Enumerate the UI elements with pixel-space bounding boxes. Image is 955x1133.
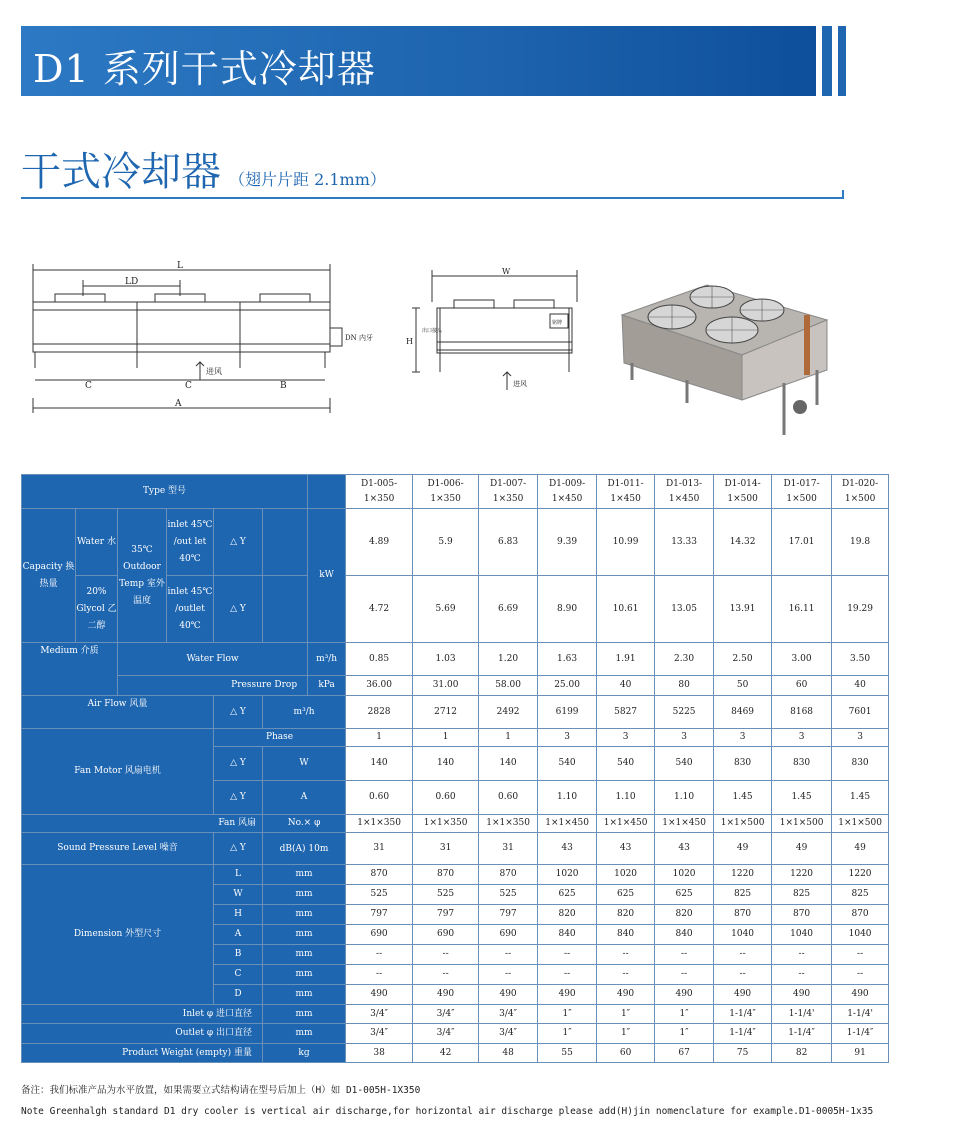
dimension-value: 870 [714, 905, 772, 925]
pressure-drop-value: 40 [832, 676, 889, 696]
dimension-value: -- [832, 965, 889, 985]
dimension-value: 825 [772, 885, 832, 905]
glycol-capacity-value: 10.61 [597, 576, 655, 643]
banner-stripe [822, 26, 832, 96]
outlet-value: 1″ [597, 1024, 655, 1044]
outlet-value: 1″ [655, 1024, 714, 1044]
outlet-value: 3/4″ [413, 1024, 479, 1044]
dimension-value: 490 [832, 985, 889, 1005]
outlet-unit: mm [263, 1024, 346, 1044]
water-capacity-value: 9.39 [538, 509, 597, 576]
air-flow-value: 6199 [538, 696, 597, 729]
dimension-value: 690 [479, 925, 538, 945]
water-flow-value: 1.20 [479, 643, 538, 676]
dimension-value: 490 [597, 985, 655, 1005]
dimension-value: 820 [655, 905, 714, 925]
dimension-value: 490 [655, 985, 714, 1005]
dimension-value: -- [479, 945, 538, 965]
fan-value: 1×1×350 [346, 815, 413, 833]
dimension-value: -- [772, 945, 832, 965]
water-capacity-value: 13.33 [655, 509, 714, 576]
dimension-value: -- [597, 945, 655, 965]
air-flow-value: 7601 [832, 696, 889, 729]
water-capacity-value: 10.99 [597, 509, 655, 576]
dimension-value: -- [714, 945, 772, 965]
inlet-unit: mm [263, 1005, 346, 1024]
inlet-value: 3/4″ [346, 1005, 413, 1024]
air-flow-value: 8168 [772, 696, 832, 729]
dimension-value: 525 [479, 885, 538, 905]
pressure-drop-value: 60 [772, 676, 832, 696]
pressure-drop-value: 25.00 [538, 676, 597, 696]
capacity-spacer [263, 576, 308, 643]
dimension-value: -- [832, 945, 889, 965]
air-flow-value: 8469 [714, 696, 772, 729]
phase-value: 3 [832, 729, 889, 747]
dimension-value: 1040 [772, 925, 832, 945]
capacity-label: Capacity 换热量 [22, 509, 76, 643]
inlet-value: 1-1/4' [772, 1005, 832, 1024]
dimension-value: -- [346, 945, 413, 965]
dimension-value: 625 [597, 885, 655, 905]
fan-value: 1×1×500 [832, 815, 889, 833]
section-heading [21, 140, 386, 197]
water-flow-value: 2.50 [714, 643, 772, 676]
dimension-value: 625 [538, 885, 597, 905]
dimension-value: 840 [655, 925, 714, 945]
water-capacity-value: 17.01 [772, 509, 832, 576]
dimension-value: 1220 [772, 865, 832, 885]
model-cell: D1-020- 1×500 [832, 475, 889, 509]
air-flow-delta: △ Y [214, 696, 263, 729]
weight-unit: kg [263, 1044, 346, 1063]
page-title: D1 系列干式冷却器 [33, 47, 376, 91]
nameplate-label: 铭牌 [552, 320, 563, 326]
capacity-unit: kW [308, 509, 346, 643]
outdoor-temp-label: 35℃ Outdoor Temp 室外温度 [118, 509, 167, 643]
dimension-unit: mm [263, 885, 346, 905]
fan-motor-label: Fan Motor 风扇电机 [22, 729, 214, 815]
dim-label-A: A [175, 399, 182, 409]
glycol-capacity-value: 13.05 [655, 576, 714, 643]
dim-label-B: B [280, 381, 287, 391]
delta-y-label: △ Y [214, 509, 263, 576]
dimension-key: W [214, 885, 263, 905]
motor-current-value: 0.60 [479, 781, 538, 815]
motor-current-value: 0.60 [346, 781, 413, 815]
motor-current-value: 1.45 [832, 781, 889, 815]
inlet-value: 1″ [597, 1005, 655, 1024]
sound-value: 49 [772, 833, 832, 865]
fan-value: 1×1×450 [597, 815, 655, 833]
sound-value: 43 [597, 833, 655, 865]
phase-value: 1 [479, 729, 538, 747]
water-flow-value: 2.30 [655, 643, 714, 676]
glycol-capacity-value: 8.90 [538, 576, 597, 643]
outlet-value: 1-1/4″ [772, 1024, 832, 1044]
water-flow-value: 1.63 [538, 643, 597, 676]
pressure-drop-value: 50 [714, 676, 772, 696]
model-cell: D1-006- 1×350 [413, 475, 479, 509]
dimension-value: 490 [479, 985, 538, 1005]
dimension-value: 525 [346, 885, 413, 905]
banner-stripe [838, 26, 846, 96]
fan-motor-delta: △ Y [214, 781, 263, 815]
inlet-value: 3/4″ [413, 1005, 479, 1024]
air-flow-value: 5827 [597, 696, 655, 729]
motor-power-value: 540 [597, 747, 655, 781]
dimension-unit: mm [263, 945, 346, 965]
outlet-value: 1″ [538, 1024, 597, 1044]
dimension-value: -- [772, 965, 832, 985]
air-flow-unit: m³/h [263, 696, 346, 729]
fan-value: 1×1×350 [479, 815, 538, 833]
type-header-unit [308, 475, 346, 509]
dimension-unit: mm [263, 905, 346, 925]
pressure-drop-unit: kPa [308, 676, 346, 696]
outlet-fitting-label: 出口接头 [422, 328, 443, 334]
dimension-value: 797 [479, 905, 538, 925]
header-banner [21, 26, 816, 96]
dim-label-H: H [406, 337, 413, 346]
dimension-value: 1020 [655, 865, 714, 885]
phase-value: 3 [538, 729, 597, 747]
dimension-value: 870 [413, 865, 479, 885]
sound-value: 31 [479, 833, 538, 865]
dimension-value: 870 [772, 905, 832, 925]
sound-unit: dB(A) 10m [263, 833, 346, 865]
model-cell: D1-017- 1×500 [772, 475, 832, 509]
model-cell: D1-009- 1×450 [538, 475, 597, 509]
weight-value: 75 [714, 1044, 772, 1063]
glycol-capacity-value: 13.91 [714, 576, 772, 643]
dim-label-C2: C [185, 381, 192, 391]
dimension-value: 870 [832, 905, 889, 925]
dimension-unit: mm [263, 985, 346, 1005]
dimension-value: 1020 [597, 865, 655, 885]
pressure-drop-value: 36.00 [346, 676, 413, 696]
glycol-condition-label: inlet 45℃ /outlet 40℃ [167, 576, 214, 643]
motor-current-value: 1.45 [772, 781, 832, 815]
dimension-value: 625 [655, 885, 714, 905]
water-condition-label: inlet 45℃ /out let 40℃ [167, 509, 214, 576]
motor-power-value: 830 [772, 747, 832, 781]
front-view-drawing [25, 258, 373, 418]
phase-value: 1 [346, 729, 413, 747]
water-flow-value: 3.00 [772, 643, 832, 676]
pressure-drop-label: Pressure Drop [118, 676, 308, 696]
air-flow-value: 2712 [413, 696, 479, 729]
outlet-value: 3/4″ [479, 1024, 538, 1044]
dimension-value: -- [413, 965, 479, 985]
water-capacity-value: 14.32 [714, 509, 772, 576]
dimension-value: -- [538, 945, 597, 965]
air-flow-value: 5225 [655, 696, 714, 729]
glycol-label: 20% Glycol 乙二醇 [76, 576, 118, 643]
dimension-unit: mm [263, 925, 346, 945]
weight-value: 55 [538, 1044, 597, 1063]
dimension-value: 870 [346, 865, 413, 885]
dimension-value: 1020 [538, 865, 597, 885]
water-capacity-value: 5.9 [413, 509, 479, 576]
pressure-drop-value: 31.00 [413, 676, 479, 696]
sound-value: 43 [538, 833, 597, 865]
water-flow-unit: m³/h [308, 643, 346, 676]
weight-label: Product Weight (empty) 重量 [22, 1044, 263, 1063]
side-view-drawing [402, 262, 587, 397]
dimension-value: 1220 [832, 865, 889, 885]
model-cell: D1-007- 1×350 [479, 475, 538, 509]
capacity-spacer [263, 509, 308, 576]
inlet-label: Inlet φ 进口直径 [22, 1005, 263, 1024]
dimension-value: 797 [346, 905, 413, 925]
section-title: 干式冷却器 [21, 149, 221, 195]
fan-value: 1×1×500 [772, 815, 832, 833]
model-cell: D1-005- 1×350 [346, 475, 413, 509]
outlet-value: 3/4″ [346, 1024, 413, 1044]
dimension-value: 797 [413, 905, 479, 925]
dimension-value: -- [655, 945, 714, 965]
water-flow-value: 1.91 [597, 643, 655, 676]
dimension-unit: mm [263, 965, 346, 985]
weight-value: 48 [479, 1044, 538, 1063]
fan-unit: No.× φ [263, 815, 346, 833]
dimension-value: -- [597, 965, 655, 985]
inlet-value: 1-1/4″ [714, 1005, 772, 1024]
glycol-capacity-value: 16.11 [772, 576, 832, 643]
airflow-label: 进风 [206, 367, 222, 376]
dimension-value: 1220 [714, 865, 772, 885]
sound-value: 49 [832, 833, 889, 865]
dim-label-LD: LD [125, 277, 139, 287]
air-flow-value: 2828 [346, 696, 413, 729]
motor-current-value: 1.45 [714, 781, 772, 815]
dimension-key: L [214, 865, 263, 885]
notes [21, 1082, 873, 1127]
phase-label: Phase [214, 729, 346, 747]
dimension-label: Dimension 外型尺寸 [22, 865, 214, 1005]
dimension-key: B [214, 945, 263, 965]
pressure-drop-value: 58.00 [479, 676, 538, 696]
dimension-value: 490 [772, 985, 832, 1005]
phase-value: 3 [597, 729, 655, 747]
dim-label-W: W [502, 267, 511, 276]
fan-label: Fan 风扇 [22, 815, 263, 833]
phase-value: 3 [714, 729, 772, 747]
water-flow-value: 0.85 [346, 643, 413, 676]
dimension-value: -- [413, 945, 479, 965]
water-flow-label: Water Flow [118, 643, 308, 676]
dimension-value: 525 [413, 885, 479, 905]
current-unit: A [263, 781, 346, 815]
air-flow-value: 2492 [479, 696, 538, 729]
glycol-capacity-value: 19.29 [832, 576, 889, 643]
sound-label: Sound Pressure Level 噪音 [22, 833, 214, 865]
note-en: Note Greenhalgh standard D1 dry cooler is vertical air discharge,for horizontal air discharge please add(H)jin nomenclature for example.D1-0005H-1x35 [21, 1106, 874, 1117]
outlet-value: 1-1/4″ [714, 1024, 772, 1044]
water-capacity-value: 4.89 [346, 509, 413, 576]
phase-value: 3 [772, 729, 832, 747]
dimension-value: 825 [714, 885, 772, 905]
section-divider-end [842, 190, 844, 199]
section-subtitle: （翅片片距 2.1mm） [229, 170, 386, 189]
type-header: Type 型号 [22, 475, 308, 509]
glycol-capacity-value: 4.72 [346, 576, 413, 643]
sound-value: 49 [714, 833, 772, 865]
model-cell: D1-014- 1×500 [714, 475, 772, 509]
motor-power-value: 540 [538, 747, 597, 781]
motor-current-value: 1.10 [538, 781, 597, 815]
sound-value: 31 [346, 833, 413, 865]
water-capacity-value: 19.8 [832, 509, 889, 576]
phase-value: 1 [413, 729, 479, 747]
weight-value: 91 [832, 1044, 889, 1063]
sound-value: 31 [413, 833, 479, 865]
outlet-value: 1-1/4″ [832, 1024, 889, 1044]
fan-value: 1×1×450 [538, 815, 597, 833]
water-flow-value: 3.50 [832, 643, 889, 676]
inlet-value: 1″ [655, 1005, 714, 1024]
water-label: Water 水 [76, 509, 118, 576]
dimension-key: H [214, 905, 263, 925]
pressure-drop-value: 80 [655, 676, 714, 696]
glycol-capacity-value: 5.69 [413, 576, 479, 643]
inlet-value: 1-1/4' [832, 1005, 889, 1024]
pressure-drop-value: 40 [597, 676, 655, 696]
fan-motor-delta: △ Y [214, 747, 263, 781]
side-airflow-label: 进风 [513, 380, 527, 388]
motor-power-value: 830 [832, 747, 889, 781]
dimension-value: 490 [714, 985, 772, 1005]
fan-value: 1×1×500 [714, 815, 772, 833]
dimension-value: 820 [597, 905, 655, 925]
dimension-value: -- [714, 965, 772, 985]
dim-label-C1: C [85, 381, 92, 391]
dimension-value: -- [655, 965, 714, 985]
outlet-label: Outlet φ 出口直径 [22, 1024, 263, 1044]
dimension-value: 1040 [832, 925, 889, 945]
dimension-value: 1040 [714, 925, 772, 945]
dimension-value: 490 [346, 985, 413, 1005]
dimension-value: 825 [832, 885, 889, 905]
glycol-capacity-value: 6.69 [479, 576, 538, 643]
dimension-value: 840 [597, 925, 655, 945]
dim-label-L: L [177, 261, 183, 271]
power-unit: W [263, 747, 346, 781]
dim-label-DN: DN 内牙 [345, 334, 373, 342]
motor-power-value: 140 [479, 747, 538, 781]
motor-power-value: 140 [346, 747, 413, 781]
motor-power-value: 830 [714, 747, 772, 781]
dimension-value: 690 [346, 925, 413, 945]
weight-value: 67 [655, 1044, 714, 1063]
dimension-value: 490 [413, 985, 479, 1005]
motor-current-value: 1.10 [597, 781, 655, 815]
fan-value: 1×1×450 [655, 815, 714, 833]
model-cell: D1-011- 1×450 [597, 475, 655, 509]
weight-value: 82 [772, 1044, 832, 1063]
dimension-key: A [214, 925, 263, 945]
weight-value: 42 [413, 1044, 479, 1063]
delta-y-label: △ Y [214, 576, 263, 643]
note-cn: 备注：我们标准产品为水平放置，如果需要立式结构请在型号后加上（H）如 D1-005H-1X350 [21, 1085, 421, 1096]
spec-table [21, 474, 889, 1063]
product-photo [612, 275, 840, 440]
air-flow-label: Air Flow 风量 [22, 696, 214, 729]
inlet-value: 3/4″ [479, 1005, 538, 1024]
phase-value: 3 [655, 729, 714, 747]
dimension-key: C [214, 965, 263, 985]
dimension-value: 690 [413, 925, 479, 945]
dimension-value: -- [538, 965, 597, 985]
dimension-value: 870 [479, 865, 538, 885]
sound-delta: △ Y [214, 833, 263, 865]
inlet-value: 1″ [538, 1005, 597, 1024]
dimension-value: 820 [538, 905, 597, 925]
dimension-unit: mm [263, 865, 346, 885]
dimension-value: -- [346, 965, 413, 985]
model-cell: D1-013- 1×450 [655, 475, 714, 509]
dimension-value: 840 [538, 925, 597, 945]
motor-current-value: 0.60 [413, 781, 479, 815]
motor-power-value: 140 [413, 747, 479, 781]
motor-power-value: 540 [655, 747, 714, 781]
motor-current-value: 1.10 [655, 781, 714, 815]
medium-label: Medium 介质 [22, 643, 118, 696]
dimension-value: -- [479, 965, 538, 985]
water-capacity-value: 6.83 [479, 509, 538, 576]
fan-value: 1×1×350 [413, 815, 479, 833]
dimension-value: 490 [538, 985, 597, 1005]
dimension-key: D [214, 985, 263, 1005]
section-divider [21, 197, 844, 199]
weight-value: 38 [346, 1044, 413, 1063]
water-flow-value: 1.03 [413, 643, 479, 676]
sound-value: 43 [655, 833, 714, 865]
weight-value: 60 [597, 1044, 655, 1063]
